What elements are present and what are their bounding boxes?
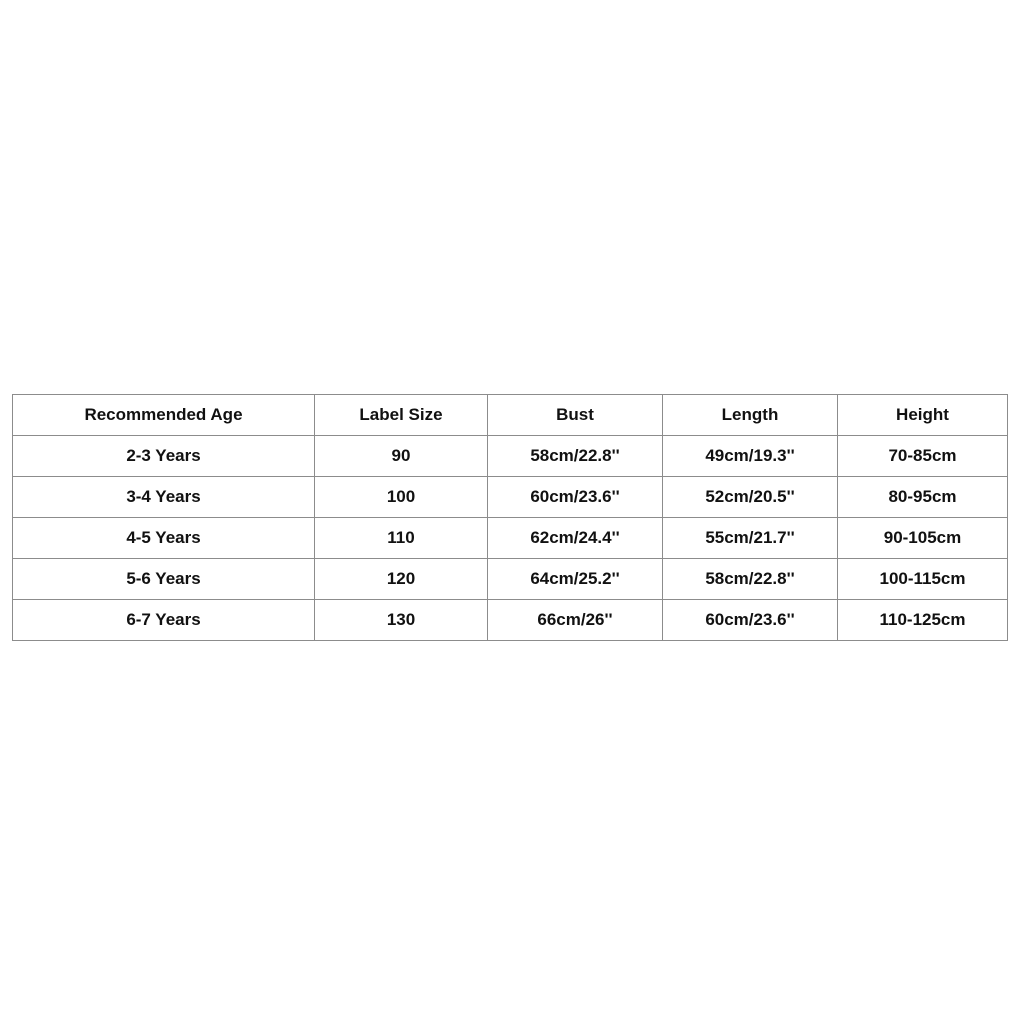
header-bust: Bust bbox=[488, 395, 663, 436]
cell-label-size: 100 bbox=[315, 477, 488, 518]
cell-length: 55cm/21.7'' bbox=[663, 518, 838, 559]
cell-label-size: 130 bbox=[315, 600, 488, 641]
header-height: Height bbox=[838, 395, 1008, 436]
cell-bust: 60cm/23.6'' bbox=[488, 477, 663, 518]
cell-age: 4-5 Years bbox=[13, 518, 315, 559]
cell-label-size: 90 bbox=[315, 436, 488, 477]
header-label-size: Label Size bbox=[315, 395, 488, 436]
cell-age: 3-4 Years bbox=[13, 477, 315, 518]
cell-length: 52cm/20.5'' bbox=[663, 477, 838, 518]
cell-age: 5-6 Years bbox=[13, 559, 315, 600]
cell-height: 90-105cm bbox=[838, 518, 1008, 559]
cell-age: 6-7 Years bbox=[13, 600, 315, 641]
cell-height: 100-115cm bbox=[838, 559, 1008, 600]
cell-label-size: 120 bbox=[315, 559, 488, 600]
table-row bbox=[13, 600, 1008, 641]
cell-bust: 62cm/24.4'' bbox=[488, 518, 663, 559]
size-chart-table bbox=[12, 394, 1008, 641]
cell-height: 70-85cm bbox=[838, 436, 1008, 477]
table-row bbox=[13, 477, 1008, 518]
table-row bbox=[13, 436, 1008, 477]
table-header-row bbox=[13, 395, 1008, 436]
cell-label-size: 110 bbox=[315, 518, 488, 559]
table-row bbox=[13, 518, 1008, 559]
cell-height: 80-95cm bbox=[838, 477, 1008, 518]
cell-length: 49cm/19.3'' bbox=[663, 436, 838, 477]
cell-length: 60cm/23.6'' bbox=[663, 600, 838, 641]
cell-age: 2-3 Years bbox=[13, 436, 315, 477]
cell-bust: 66cm/26'' bbox=[488, 600, 663, 641]
cell-bust: 64cm/25.2'' bbox=[488, 559, 663, 600]
header-length: Length bbox=[663, 395, 838, 436]
header-recommended-age: Recommended Age bbox=[13, 395, 315, 436]
cell-bust: 58cm/22.8'' bbox=[488, 436, 663, 477]
cell-length: 58cm/22.8'' bbox=[663, 559, 838, 600]
table-row bbox=[13, 559, 1008, 600]
cell-height: 110-125cm bbox=[838, 600, 1008, 641]
